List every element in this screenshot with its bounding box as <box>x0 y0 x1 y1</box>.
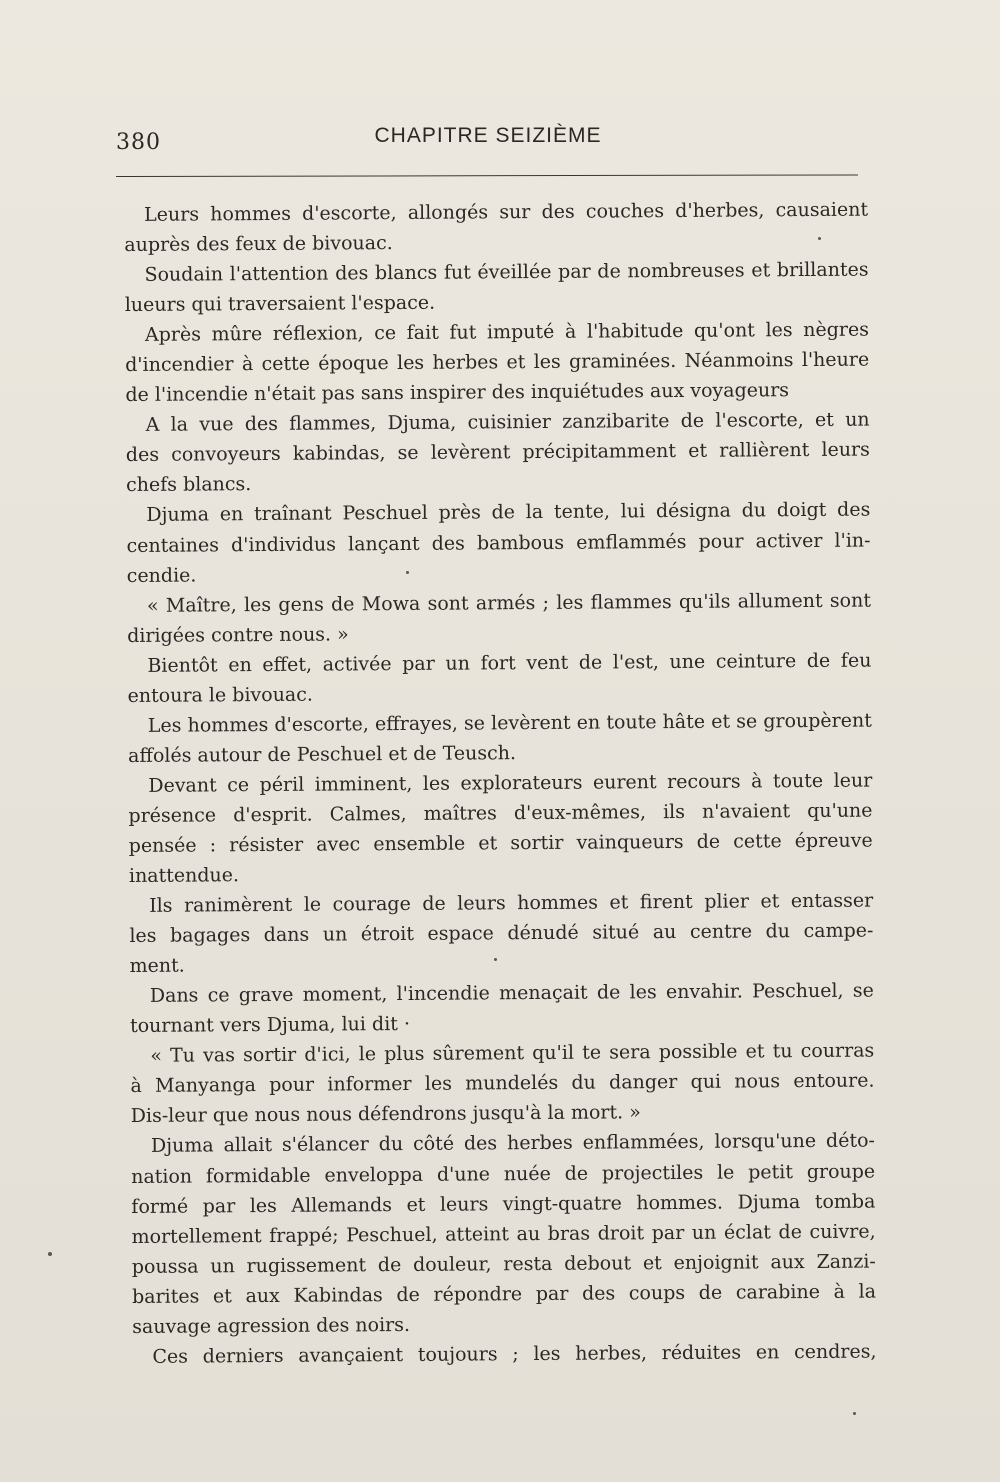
text-line: mortellement frappé; Peschuel, atteint au bras droit par un éclat de cuivre, <box>131 1220 876 1248</box>
paper-speck <box>406 571 409 574</box>
text-line: Soudain l'attention des blancs fut éveillée par de nombreuses et brillantes <box>144 258 869 286</box>
text-line: inattendue. <box>128 864 240 888</box>
paper-speck <box>48 1252 52 1256</box>
paper-speck <box>853 1412 856 1415</box>
text-line: chefs blancs. <box>126 473 252 497</box>
text-line: de l'incendie n'était pas sans inspirer des inquiétudes aux voyageurs <box>125 379 790 407</box>
text-line: dirigées contre nous. » <box>127 623 349 647</box>
text-line: Djuma en traînant Peschuel près de la tente, lui désigna du doigt des <box>146 499 871 527</box>
text-line: Les hommes d'escorte, effrayes, se levèrent en toute hâte et se groupèrent <box>147 709 872 737</box>
text-line: entoura le bivouac. <box>127 683 313 707</box>
running-head: CHAPITRE SEIZIÈME <box>374 124 602 147</box>
page-number: 380 <box>116 130 161 155</box>
text-line: auprès des feux de bivouac. <box>124 232 393 257</box>
text-line: présence d'esprit. Calmes, maîtres d'eux-mêmes, ils n'avaient qu'une <box>128 799 873 827</box>
text-line: Ils ranimèrent le courage de leurs hommes et firent plier et entasser <box>149 889 874 917</box>
text-line: « Maître, les gens de Mowa sont armés ; les flammes qu'ils allument sont <box>146 589 872 617</box>
text-line: sauvage agression des noirs. <box>132 1313 411 1338</box>
body-text <box>124 195 877 1372</box>
text-line: affolés autour de Peschuel et de Teusch. <box>127 741 517 767</box>
text-line: des convoyeurs kabindas, se levèrent précipitamment et rallièrent leurs <box>125 438 870 467</box>
header-rule <box>116 174 858 177</box>
text-line: A la vue des flammes, Djuma, cuisinier zanzibarite de l'escorte, et un <box>145 408 870 437</box>
paper-speck <box>818 237 821 240</box>
text-line: lueurs qui traversaient l'espace. <box>124 291 436 317</box>
text-line: pensée : résister avec ensemble et sortir vainqueurs de cette épreuve <box>128 829 873 857</box>
text-line: formé par les Allemands et leurs vingt-quatre hommes. Djuma tomba <box>131 1190 876 1218</box>
text-line: poussa un rugissement de douleur, resta debout et enjoignit aux Zanzi- <box>131 1250 876 1278</box>
text-line: centaines d'individus lançant des bambous emflammés pour activer l'in- <box>126 529 871 557</box>
text-line: Après mûre réflexion, ce fait fut imputé à l'habitude qu'ont les nègres <box>144 318 870 347</box>
text-line: à Manyanga pour informer les mundelés du danger qui nous entoure. <box>130 1069 875 1098</box>
text-line: Dans ce grave moment, l'incendie menaçait de les envahir. Peschuel, se <box>149 979 874 1008</box>
text-line: Leurs hommes d'escorte, allongés sur des couches d'herbes, causaient <box>144 198 869 226</box>
text-line: Djuma allait s'élancer du côté des herbes enflammées, lorsqu'une déto- <box>150 1129 875 1158</box>
text-line: Ces derniers avançaient toujours ; les herbes, réduites en cendres, <box>152 1340 877 1368</box>
text-line: cendie. <box>126 564 197 587</box>
text-line: tournant vers Djuma, lui dit · <box>129 1013 411 1038</box>
text-line: Devant ce péril imminent, les explorateurs eurent recours à toute leur <box>148 769 873 797</box>
paper-speck <box>494 958 497 961</box>
text-line: barites et aux Kabindas de répondre par des coups de carabine à la <box>131 1280 877 1308</box>
text-line: Dis-leur que nous nous défendrons jusqu'à la mort. » <box>130 1101 641 1128</box>
text-line: nation formidable enveloppa d'une nuée de projectiles le petit groupe <box>131 1160 876 1188</box>
text-line: d'incendier à cette époque les herbes et les graminées. Néanmoins l'heure <box>125 348 870 377</box>
text-line: les bagages dans un étroit espace dénudé situé au centre du campe- <box>129 919 874 948</box>
text-line: ment. <box>129 954 185 978</box>
text-line: « Tu vas sortir d'ici, le plus sûrement qu'il te sera possible et tu courras <box>150 1039 875 1068</box>
text-line: Bientôt en effet, activée par un fort vent de l'est, une ceinture de feu <box>147 649 872 677</box>
